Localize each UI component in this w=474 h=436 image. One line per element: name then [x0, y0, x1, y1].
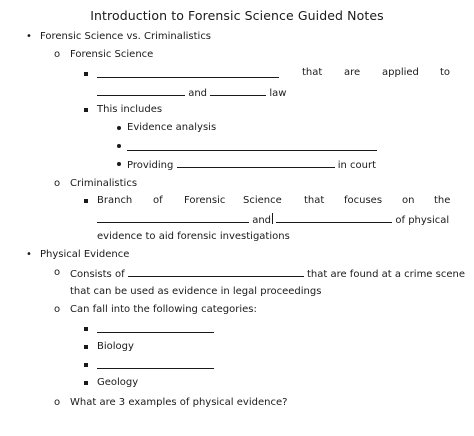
word-focuses: focuses — [344, 195, 383, 206]
dot-bullet-icon — [117, 126, 121, 130]
examples-question: What are 3 examples of physical evidence? — [70, 397, 288, 408]
blank-line — [97, 85, 185, 96]
word-law: law — [269, 88, 287, 99]
sub-marker: o — [54, 397, 61, 408]
square-bullet-icon — [84, 108, 88, 112]
word-of-physical: of physical — [395, 215, 450, 226]
blank-line — [97, 212, 249, 223]
geology-label: Geology — [97, 377, 139, 388]
square-bullet-icon — [84, 363, 88, 367]
section-heading-forensic-vs-criminalistics: Forensic Science vs. Criminalistics — [40, 31, 212, 42]
blank-line — [127, 140, 377, 151]
blank-line — [97, 358, 214, 369]
square-bullet-icon — [84, 327, 88, 331]
bullet-marker: • — [26, 31, 32, 42]
evidence-aid-line: evidence to aid forensic investigations — [97, 231, 290, 242]
blank-line — [177, 157, 335, 168]
bullet-marker: • — [26, 249, 32, 260]
criminalistics-label: Criminalistics — [70, 178, 138, 189]
square-bullet-icon — [84, 345, 88, 349]
can-fall-line: Can fall into the following categories: — [70, 304, 257, 315]
word-applied: applied — [382, 67, 419, 78]
can-be-used-line: that can be used as evidence in legal proceedings — [70, 286, 322, 297]
square-bullet-icon — [84, 199, 88, 203]
word-found-at: that are found at a crime scene — [306, 269, 465, 280]
evidence-analysis-label: Evidence analysis — [127, 122, 217, 133]
blank-line — [97, 322, 214, 333]
blank-line — [97, 67, 279, 78]
word-science: Science — [243, 195, 282, 206]
providing-line — [127, 157, 376, 172]
sub-marker: o — [54, 267, 61, 278]
and-law-line — [97, 85, 286, 100]
word-of: of — [153, 195, 163, 206]
word-in-court: in court — [337, 160, 377, 171]
square-bullet-icon — [84, 381, 88, 385]
word-branch: Branch — [97, 195, 133, 206]
and-of-physical-line — [97, 212, 449, 227]
blank-line — [276, 212, 392, 223]
page-title: Introduction to Forensic Science Guided Notes — [90, 8, 384, 23]
word-on: on — [402, 195, 415, 206]
sub-marker: o — [54, 178, 61, 189]
word-the: the — [434, 195, 451, 206]
word-that: that — [302, 67, 323, 78]
text-cursor — [272, 213, 273, 224]
word-forensic: Forensic — [184, 195, 226, 206]
sub-marker: o — [54, 49, 61, 60]
this-includes-label: This includes — [97, 104, 163, 115]
dot-bullet-icon — [117, 162, 121, 166]
sub-marker: o — [54, 304, 61, 315]
word-consists-of: Consists of — [70, 269, 125, 280]
word-providing: Providing — [127, 160, 174, 171]
word-and: and — [188, 88, 208, 99]
word-are: are — [344, 67, 361, 78]
forensic-science-label: Forensic Science — [70, 49, 154, 60]
dot-bullet-icon — [117, 144, 121, 148]
section-heading-physical-evidence: Physical Evidence — [40, 249, 130, 260]
word-and: and — [252, 215, 272, 226]
consists-of-line — [70, 266, 465, 281]
blank-line — [128, 266, 304, 277]
word-that: that — [304, 195, 325, 206]
word-to: to — [440, 67, 451, 78]
biology-label: Biology — [97, 341, 134, 352]
square-bullet-icon — [84, 72, 88, 76]
blank-line — [210, 85, 266, 96]
